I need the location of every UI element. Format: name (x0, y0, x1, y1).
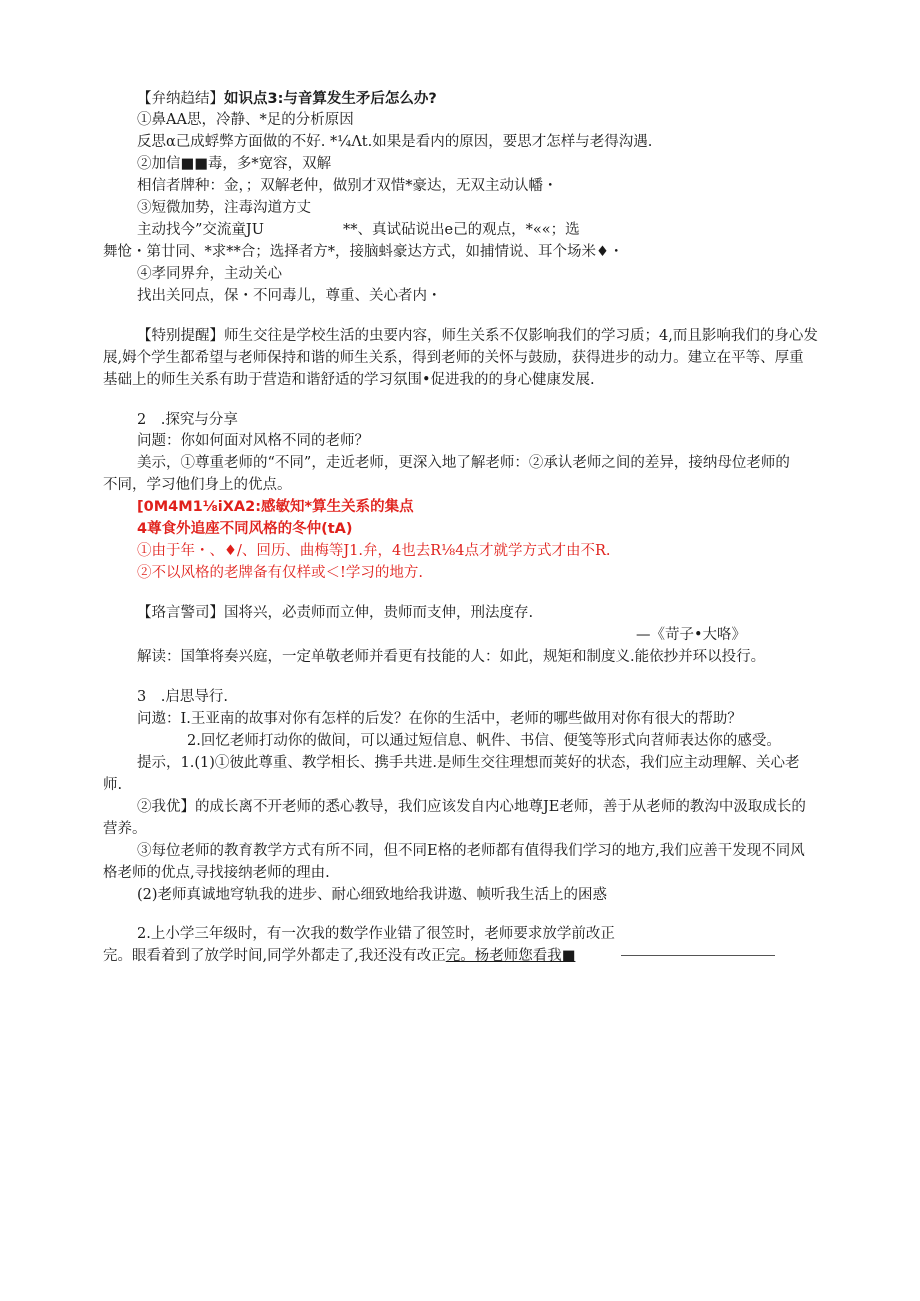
story-line-2-text: 完。眼看着到了放学时间,同学外都走了,我还没有改正 (103, 948, 446, 964)
explore-question: 问题：你如何面对风格不同的老师？ (137, 433, 369, 449)
guide-tip-2-cont: 营养。 (103, 821, 147, 837)
point-3: ③短微加势，注毒沟道方丈 (137, 200, 311, 216)
summary-label: 【弁纳趋结】 (137, 91, 224, 107)
guide-question-1: 问遨：I.王亚南的故事对你有怎样的后发？在你的生活中，老师的哪些做用对你有很大的帮助？ (137, 711, 742, 727)
explore-answer-2: 不同，学习他们身上的优点。 (103, 477, 292, 493)
guide-tip-3: ③每位老师的教育教学方式有所不同，但不同E格的老师都有值得我们学习的地方,我们应善干发现不同风 (137, 843, 805, 859)
red-note-subheading: 4尊食外追座不同风格的冬仲(tA) (137, 521, 353, 537)
guide-tip-1-cont: 师. (103, 777, 123, 793)
guide-tip-1: 提示，1.(1)①彼此尊重、教学相长、携手共进.是师生交往理想而荚好的状态，我们应主动理解、关心老 (137, 755, 800, 771)
red-note-heading (137, 497, 414, 517)
guide-tip-4: (2)老师真诚地穹轨我的进步、耐心细致地给我讲遨、帧听我生活上的困惑 (137, 887, 608, 903)
special-reminder-3: 基础上的师生关系有助于营造和谐舒适的学习氛围•促进我的的身心健康发展. (103, 372, 595, 388)
point-4-detail: 找出关冋点，保・不冋毒儿，尊重、关心者内・ (137, 288, 442, 304)
point-1: ①鼻AA思，冷静、*足的分析原因 (137, 112, 354, 128)
summary-title: 如识点3:与音算发生矛后怎么办? (224, 91, 437, 107)
red-note-item-2: ②不以风格的老牌备有仅样或＜!学习的地方. (137, 565, 423, 581)
summary-heading (137, 89, 437, 109)
answer-blank[interactable] (621, 955, 775, 956)
quote-source: —《苛子•大咯》 (636, 627, 747, 643)
guide-heading: 3 .启思导行. (137, 689, 228, 705)
point-2-detail: 相信者牌种：金，；双解老仲，做别才双惜*豪达，无双主动认幡・ (137, 178, 558, 194)
guide-tip-2: ②我优】的成长离不开老师的悉心教导，我们应该发自内心地尊JE老师，善于从老师的教沟中汲取成长的 (137, 799, 806, 815)
special-reminder-1: 【特别提醒】师生交往是学校生活的虫要内容，师生关系不仅影响我们的学习质；4,而且影响我们的身心发 (137, 328, 818, 344)
guide-tip-3-cont: 格老师的优点,寻找接纳老师的理由. (103, 865, 330, 881)
red-note-item-1: ①由于年・、♦/、回历、曲梅等J1.弁，4也去R⅛4点才就学方式才由不R. (137, 543, 611, 559)
explore-heading: 2 .探究与分享 (137, 412, 238, 428)
point-4: ④孝同界弁，主动关心 (137, 266, 282, 282)
explore-answer-1: 美示，①尊重老师的“不同”，走近老师，更深入地了解老师：②承认老师之间的差异，接纳母位老师的 (137, 455, 790, 471)
quote-interpretation: 解读：国筆将奏兴庭，一定单敬老师并看更有技能的人：如此，规矩和制度义.能依抄并环以投行。 (137, 649, 766, 665)
point-3-detail-c: 舞怆・第廿同、*求**合；选择者方*，接脑蚪豪达方式，如捕情说、耳个场米♦・ (103, 244, 624, 260)
point-3-detail-b: **、真试砧说出e己的观点，*««；选 (343, 222, 580, 238)
point-2: ②加信■■毒，多*宽容，双解 (137, 156, 332, 172)
story-line-1: 2.上小学三年级时，有一次我的数学作业错了很笠时，老师要求放学前改正 (137, 926, 615, 942)
story-line-2 (103, 946, 575, 966)
story-line-2-underlined: 完。杨老师您看我■ (445, 948, 576, 964)
point-1-detail: 反思α己成蜉弊方面做的不好. *¼Λt.如果是看内的原因，要思才怎样与老得沟遇. (137, 134, 653, 150)
red-note-heading-text: [0M4M1⅛iXA2:感敏知*算生关系的集点 (137, 499, 414, 515)
quote: 【珞言警司】国将兴，必责师而立伸，贵师而支伸，刑法度存. (137, 605, 534, 621)
special-reminder-2: 展,姆个学生都希望与老师保持和谐的师生关系，得到老师的关怀与鼓励，获得进步的动力。建立在平等、厚重 (103, 350, 804, 366)
guide-question-2: 2.回忆老师打动你的做间，可以通过短信息、帆件、书信、便笺等形式向苕师表达你的感受。 (187, 733, 781, 749)
point-3-detail-a: 主动找今”交流童JU (137, 222, 264, 238)
